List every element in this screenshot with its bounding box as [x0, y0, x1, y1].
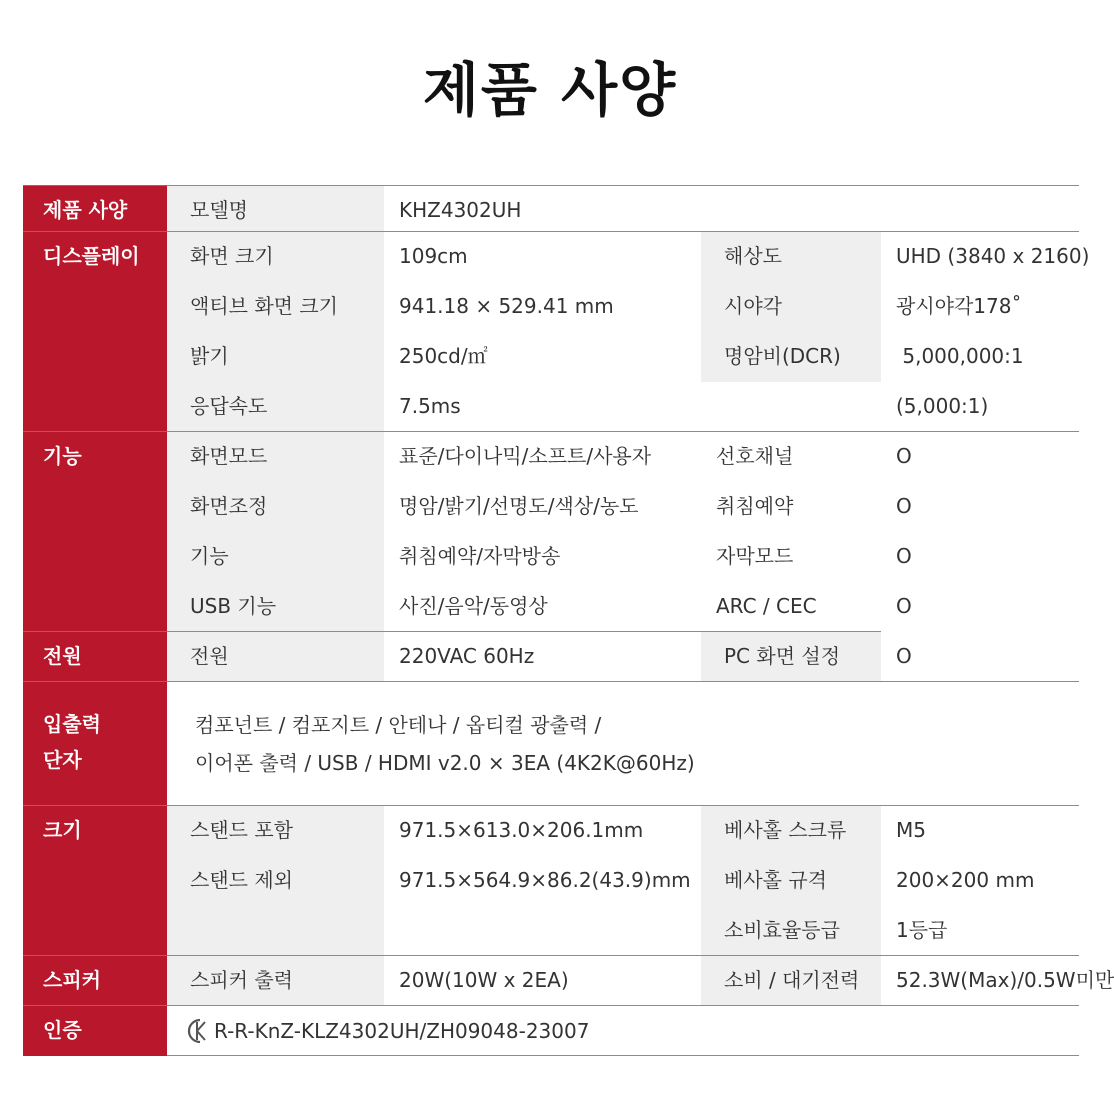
category-io-ports — [23, 682, 167, 806]
spec-row-size-3 — [23, 906, 1079, 956]
value-io-ports — [167, 682, 1079, 806]
spec-row-speaker — [23, 956, 1079, 1006]
label-power: 전원 — [167, 632, 384, 682]
cert-number: R-R-KnZ-KLZ4302UH/ZH09048-23007 — [214, 1019, 590, 1043]
value-model-name: KHZ4302UH — [384, 186, 1079, 232]
spec-row-features-4 — [23, 582, 1079, 632]
value-power-consumption: 52.3W(Max)/0.5W미만 — [881, 956, 1079, 1006]
spec-row-display-4 — [23, 382, 1079, 432]
value-pc-screen: O — [881, 632, 1079, 682]
label-viewing-angle: 시야각 — [701, 282, 881, 332]
value-with-stand: 971.5×613.0×206.1mm — [384, 806, 701, 856]
label-contrast-static — [701, 382, 881, 432]
value-viewing-angle: 광시야각178˚ — [881, 282, 1079, 332]
label-screen-size: 화면 크기 — [167, 232, 384, 282]
cert-content — [190, 1018, 589, 1044]
spec-row-display-1 — [23, 232, 1079, 282]
label-caption-mode: 자막모드 — [701, 532, 881, 582]
value-contrast-static: (5,000:1) — [881, 382, 1079, 432]
category-io-line1: 입출력 — [43, 712, 101, 736]
label-without-stand: 스탠드 제외 — [167, 856, 384, 906]
spec-row-size-1 — [23, 806, 1079, 856]
category-product-spec: 제품 사양 — [23, 186, 167, 232]
spec-row-display-3 — [23, 332, 1079, 382]
spec-row-features-3 — [23, 532, 1079, 582]
label-response-time: 응답속도 — [167, 382, 384, 432]
label-favorite-channel: 선호채널 — [701, 432, 881, 482]
label-functions: 기능 — [167, 532, 384, 582]
label-picture-adjust: 화면조정 — [167, 482, 384, 532]
spec-row-io — [23, 682, 1079, 806]
category-features: 기능 — [23, 432, 167, 632]
label-sleep-timer: 취침예약 — [701, 482, 881, 532]
value-favorite-channel: O — [881, 432, 1079, 482]
category-size: 크기 — [23, 806, 167, 956]
value-size-empty — [384, 906, 701, 956]
value-certification — [167, 1006, 1079, 1056]
label-speaker-output: 스피커 출력 — [167, 956, 384, 1006]
value-contrast: 5,000,000:1 — [881, 332, 1079, 382]
io-ports-line1: 컴포넌트 / 컴포지트 / 안테나 / 옵티컬 광출력 / — [195, 713, 602, 737]
value-vesa-spec: 200×200 mm — [881, 856, 1079, 906]
value-resolution: UHD (3840 x 2160) — [881, 232, 1079, 282]
label-arc-cec: ARC / CEC — [701, 582, 881, 632]
value-vesa-screw: M5 — [881, 806, 1079, 856]
label-model-name: 모델명 — [167, 186, 384, 232]
value-functions: 취침예약/자막방송 — [384, 532, 701, 582]
kc-mark-icon — [190, 1018, 210, 1044]
label-with-stand: 스탠드 포함 — [167, 806, 384, 856]
value-picture-mode: 표준/다이나믹/소프트/사용자 — [384, 432, 701, 482]
label-size-empty — [167, 906, 384, 956]
label-resolution: 해상도 — [701, 232, 881, 282]
label-picture-mode: 화면모드 — [167, 432, 384, 482]
spec-row-cert — [23, 1006, 1079, 1056]
label-brightness: 밝기 — [167, 332, 384, 382]
value-active-size: 941.18 × 529.41 mm — [384, 282, 701, 332]
category-power: 전원 — [23, 632, 167, 682]
page-title: 제품 사양 — [422, 56, 678, 124]
label-power-consumption: 소비 / 대기전력 — [701, 956, 881, 1006]
value-caption-mode: O — [881, 532, 1079, 582]
spec-row-size-2 — [23, 856, 1079, 906]
category-io-line2: 단자 — [43, 748, 82, 772]
value-brightness: 250cd/㎡ — [384, 332, 701, 382]
label-vesa-spec: 베사홀 규격 — [701, 856, 881, 906]
spec-table — [23, 185, 1114, 1056]
category-certification: 인증 — [23, 1006, 167, 1056]
value-response-time: 7.5ms — [384, 382, 701, 432]
label-vesa-screw: 베사홀 스크류 — [701, 806, 881, 856]
io-ports-line2: 이어폰 출력 / USB / HDMI v2.0 × 3EA (4K2K@60Hz) — [195, 751, 695, 775]
label-energy-grade: 소비효율등급 — [701, 906, 881, 956]
value-speaker-output: 20W(10W x 2EA) — [384, 956, 701, 1006]
value-energy-grade: 1등급 — [881, 906, 1079, 956]
spec-row-features-2 — [23, 482, 1079, 532]
value-without-stand: 971.5×564.9×86.2(43.9)mm — [384, 856, 701, 906]
value-arc-cec: O — [881, 582, 1079, 632]
value-screen-size: 109cm — [384, 232, 701, 282]
label-active-size: 액티브 화면 크기 — [167, 282, 384, 332]
label-usb-function: USB 기능 — [167, 582, 384, 632]
value-sleep-timer: O — [881, 482, 1079, 532]
spec-row-features-1 — [23, 432, 1079, 482]
spec-row-power — [23, 632, 1079, 682]
value-usb-function: 사진/음악/동영상 — [384, 582, 701, 632]
category-display: 디스플레이 — [23, 232, 167, 432]
spec-row-model — [23, 186, 1079, 232]
label-pc-screen: PC 화면 설정 — [701, 632, 881, 682]
value-power: 220VAC 60Hz — [384, 632, 701, 682]
label-contrast: 명암비(DCR) — [701, 332, 881, 382]
spec-row-display-2 — [23, 282, 1079, 332]
category-speaker: 스피커 — [23, 956, 167, 1006]
value-picture-adjust: 명암/밝기/선명도/색상/농도 — [384, 482, 701, 532]
